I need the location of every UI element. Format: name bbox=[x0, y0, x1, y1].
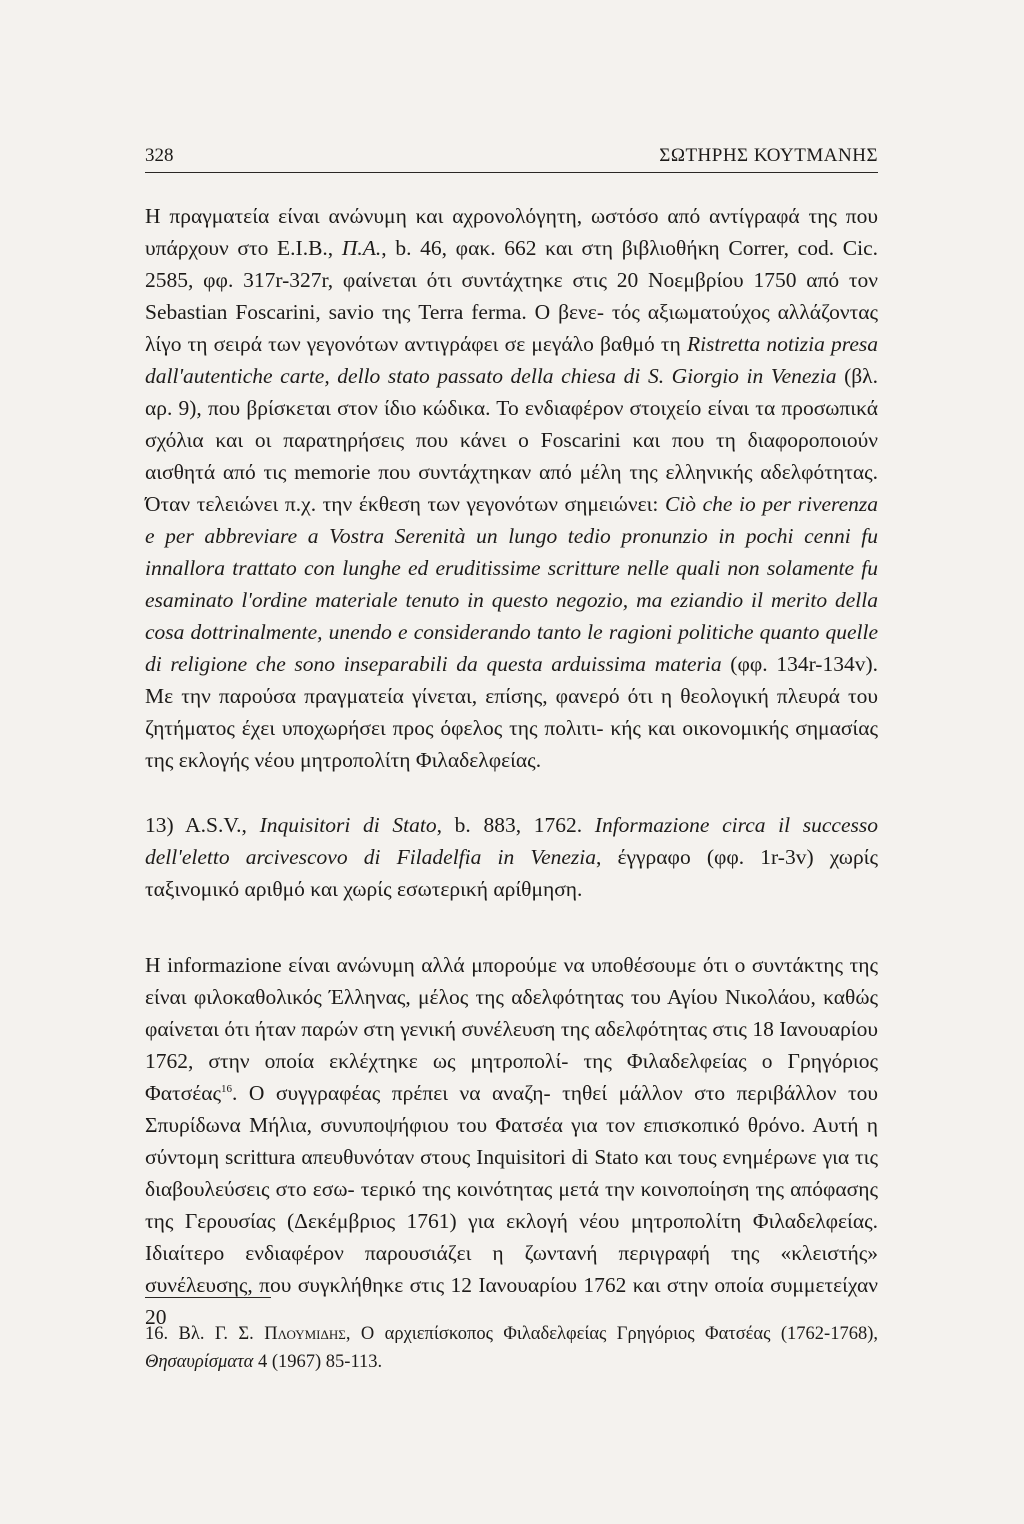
italic-title: Ristretta notizia presa dall'autentiche carte, dello stato passato della chiesa di S. Giorgio in Venezia bbox=[145, 332, 878, 388]
text-run: , b. 883, 1762. bbox=[436, 813, 595, 837]
catalog-entry-13 bbox=[145, 809, 878, 905]
paragraph-informazione bbox=[145, 949, 878, 1333]
footnote-16 bbox=[145, 1320, 878, 1376]
text-run: , Ο αρχιεπίσκοπος Φιλαδελφείας Γρηγόριος Φατσέας (1762-1768), bbox=[345, 1324, 878, 1344]
text-run: (βλ. αρ. 9), που βρίσκεται στον ίδιο κώδικα. Το ενδιαφέρον στοιχείο είναι τα προσωπικά σχόλια και οι παρατηρήσεις που κάνει ο Foscarini και που τη διαφοροποιούν αισθητά από τις memorie που συντάχτηκαν από μέλη της ελληνικής αδελφότητας. Όταν τελειώνει π.χ. την έκθεση των γεγονότων σημειώνει: bbox=[145, 364, 878, 516]
running-head-author: ΣΩΤΗΡΗΣ ΚΟΥΤΜΑΝΗΣ bbox=[659, 145, 878, 166]
text-run: 16. Βλ. Γ. Σ. bbox=[145, 1324, 265, 1344]
italic-run: Π.Α. bbox=[341, 236, 382, 260]
text-run: Η πραγματεία είναι ανώνυμη και αχρονολόγητη, ωστόσο από αντίγραφά της που υπάρχουν στο Ε.Ι.Β., bbox=[145, 204, 878, 260]
text-run: 4 (1967) 85-113. bbox=[253, 1352, 383, 1372]
text-run: , έγγραφο (φφ. 1r-3v) χωρίς ταξινομικό αριθμό και χωρίς εσωτερική αρίθμηση. bbox=[145, 845, 878, 901]
body-text bbox=[145, 200, 878, 1333]
italic-quotation: Ciò che io per riverenza e per abbreviare a Vostra Serenità un lungo tedio pronunzio in pochi cenni fu innallora trattato con lunghe ed eruditissime scritture nelle quali non solamente fu esaminato l'ordine materiale tenuto in questo negozio, ma eziandio il merito della cosa dottrinalmente, unendo e considerando tanto le ragioni politiche quanto quelle di religione che sono inseparabili da questa arduissima materia bbox=[145, 492, 879, 676]
running-head bbox=[145, 144, 878, 173]
footnotes bbox=[145, 1320, 878, 1376]
italic-title: Informazione circa il successo dell'eletto arcivescovo di Filadelfia in Venezia bbox=[145, 813, 878, 869]
text-run: 13) A.S.V., bbox=[145, 813, 260, 837]
text-run: Η informazione είναι ανώνυμη αλλά μπορούμε να υποθέσουμε ότι ο συντάκτης της είναι φιλοκαθολικός Έλληνας, μέλος της αδελφότητας του Αγίου Νικολάου, καθώς φαίνεται ότι ήταν παρών στη γενική συνέλευση της αδελφότητας στις 18 Ιανουαρίου 1762, στην οποία εκλέχτηκε ως μητροπολί- της Φιλαδελφείας ο Γρηγόριος Φατσέας bbox=[145, 953, 878, 1105]
text-run: , b. 46, φακ. 662 και στη βιβλιοθήκη Correr, cod. Cic. 2585, φφ. 317r-327r, φαίνεται ότι συντάχτηκε στις 20 Νοεμβρίου 1750 από τον Sebastian Foscarini, savio της Terra ferma. Ο βενε- τός αξιωματούχος αλλάζοντας λίγο τη σειρά των γεγονότων αντιγράφει σε μεγάλο βαθμό τη bbox=[145, 236, 878, 356]
text-run: (φφ. 134r-134v). Με την παρούσα πραγματεία γίνεται, επίσης, φανερό ότι η θεολογική πλευρά του ζητήματος έχει υποχωρήσει προς όφελος της πολιτι- κής και οικονομικής σημασίας της εκλογής νέου μητροπολίτη Φιλαδελφείας. bbox=[145, 652, 879, 772]
italic-journal: Θησαυρίσματα bbox=[145, 1352, 254, 1372]
text-run: . Ο συγγραφέας πρέπει να αναζη- τηθεί μάλλον στο περιβάλλον του Σπυρίδωνα Μήλια, συνυποψήφιου του Φατσέα για τον επισκοπικό θρόνο. Αυτή η σύντομη scrittura απευθυνόταν στους Inquisitori di Stato και τους ενημέρωνε για τις διαβουλεύσεις στο εσω- τερικό της κοινότητας μετά την κοινοποίηση της απόφασης της Γερουσίας (Δεκέμβριος 1761) για εκλογή νέου μητροπολίτη Φιλαδελφείας. Ιδιαίτερο ενδιαφέρον παρουσιάζει η ζωντανή περιγραφή της «κλειστής» συνέλευσης, που συγκλήθηκε στις 12 Ιανουαρίου 1762 και στην οποία συμμετείχαν 20 bbox=[145, 1081, 878, 1329]
page-number: 328 bbox=[145, 145, 174, 166]
footnote-divider bbox=[145, 1297, 271, 1298]
small-caps-author: Πλουμιδης bbox=[264, 1324, 346, 1344]
italic-run: Inquisitori di Stato bbox=[259, 813, 437, 837]
paragraph-foscarini bbox=[145, 200, 878, 776]
footnote-reference[interactable]: 16 bbox=[221, 1082, 233, 1095]
